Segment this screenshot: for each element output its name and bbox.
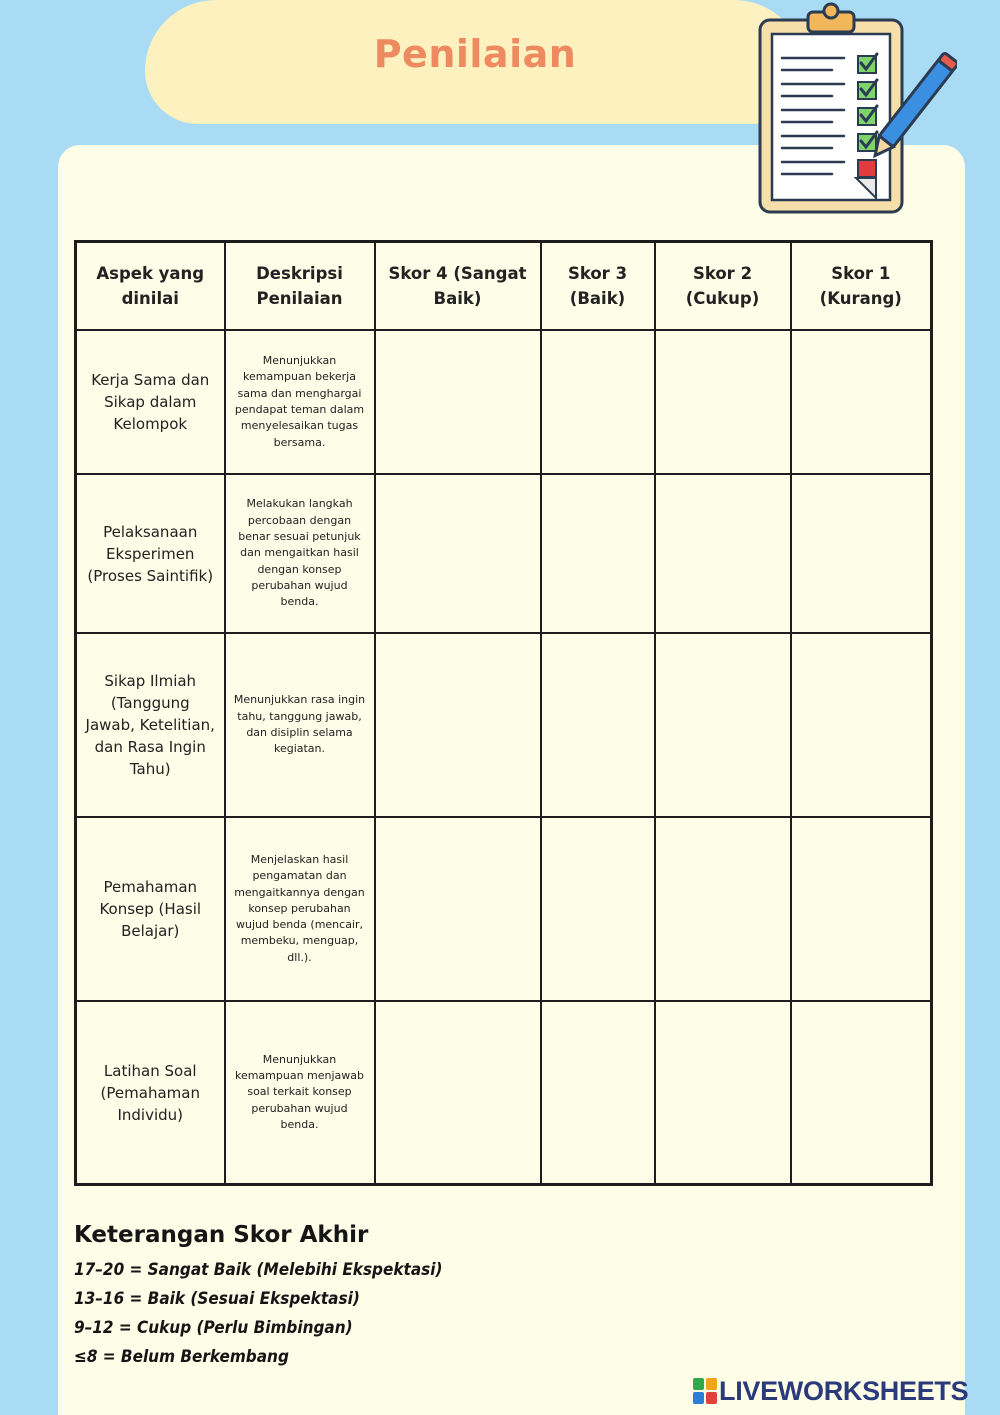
- header-description: Deskripsi Penilaian: [225, 242, 375, 331]
- legend-line: ≤8 = Belum Berkembang: [74, 1347, 289, 1367]
- table-row: [76, 1001, 932, 1185]
- legend-line: 9–12 = Cukup (Perlu Bimbingan): [74, 1318, 353, 1338]
- aspect-cell: Pemahaman Konsep (Hasil Belajar): [76, 817, 225, 1001]
- score-4-cell[interactable]: [375, 817, 541, 1001]
- score-2-cell[interactable]: [655, 330, 791, 474]
- score-1-cell[interactable]: [791, 474, 932, 633]
- score-3-cell[interactable]: [541, 1001, 655, 1185]
- score-2-cell[interactable]: [655, 1001, 791, 1185]
- table-row: [76, 474, 932, 633]
- title-banner: [145, 0, 805, 124]
- liveworksheets-logo-icon: [693, 1378, 717, 1404]
- page-title: Penilaian: [373, 32, 577, 76]
- score-1-cell[interactable]: [791, 1001, 932, 1185]
- table-row: [76, 330, 932, 474]
- header-score-2: Skor 2 (Cukup): [655, 242, 791, 331]
- score-2-cell[interactable]: [655, 474, 791, 633]
- aspect-cell: Latihan Soal (Pemahaman Individu): [76, 1001, 225, 1185]
- description-cell: Menjelaskan hasil pengamatan dan mengaitkannya dengan konsep perubahan wujud benda (mencair, membeku, menguap, dll.).: [225, 817, 375, 1001]
- description-cell: Menunjukkan kemampuan bekerja sama dan menghargai pendapat teman dalam menyelesaikan tugas bersama.: [225, 330, 375, 474]
- score-3-cell[interactable]: [541, 633, 655, 817]
- aspect-cell: Kerja Sama dan Sikap dalam Kelompok: [76, 330, 225, 474]
- aspect-cell: Pelaksanaan Eksperimen (Proses Saintifik): [76, 474, 225, 633]
- score-4-cell[interactable]: [375, 474, 541, 633]
- score-3-cell[interactable]: [541, 330, 655, 474]
- liveworksheets-logo: [693, 1374, 968, 1408]
- legend-title: Keterangan Skor Akhir: [74, 1222, 369, 1248]
- table-row: [76, 817, 932, 1001]
- score-2-cell[interactable]: [655, 633, 791, 817]
- score-4-cell[interactable]: [375, 1001, 541, 1185]
- description-cell: Melakukan langkah percobaan dengan benar sesuai petunjuk dan mengaitkan hasil dengan konsep perubahan wujud benda.: [225, 474, 375, 633]
- score-1-cell[interactable]: [791, 330, 932, 474]
- score-4-cell[interactable]: [375, 633, 541, 817]
- aspect-cell: Sikap Ilmiah (Tanggung Jawab, Ketelitian, dan Rasa Ingin Tahu): [76, 633, 225, 817]
- header-aspect: Aspek yang dinilai: [76, 242, 225, 331]
- assessment-rubric-table: [74, 240, 933, 1186]
- score-3-cell[interactable]: [541, 817, 655, 1001]
- header-score-3: Skor 3 (Baik): [541, 242, 655, 331]
- clipboard-checklist-icon: [752, 2, 957, 217]
- header-score-4: Skor 4 (Sangat Baik): [375, 242, 541, 331]
- description-cell: Menunjukkan rasa ingin tahu, tanggung jawab, dan disiplin selama kegiatan.: [225, 633, 375, 817]
- brand-name: LIVEWORKSHEETS: [719, 1375, 969, 1406]
- score-1-cell[interactable]: [791, 817, 932, 1001]
- score-4-cell[interactable]: [375, 330, 541, 474]
- description-cell: Menunjukkan kemampuan menjawab soal terkait konsep perubahan wujud benda.: [225, 1001, 375, 1185]
- header-score-1: Skor 1 (Kurang): [791, 242, 932, 331]
- score-3-cell[interactable]: [541, 474, 655, 633]
- table-row: [76, 633, 932, 817]
- legend-line: 13–16 = Baik (Sesuai Ekspektasi): [74, 1289, 360, 1309]
- legend-line: 17–20 = Sangat Baik (Melebihi Ekspektasi): [74, 1260, 443, 1280]
- table-header-row: [76, 242, 932, 331]
- score-1-cell[interactable]: [791, 633, 932, 817]
- score-2-cell[interactable]: [655, 817, 791, 1001]
- final-score-legend: [74, 1222, 443, 1372]
